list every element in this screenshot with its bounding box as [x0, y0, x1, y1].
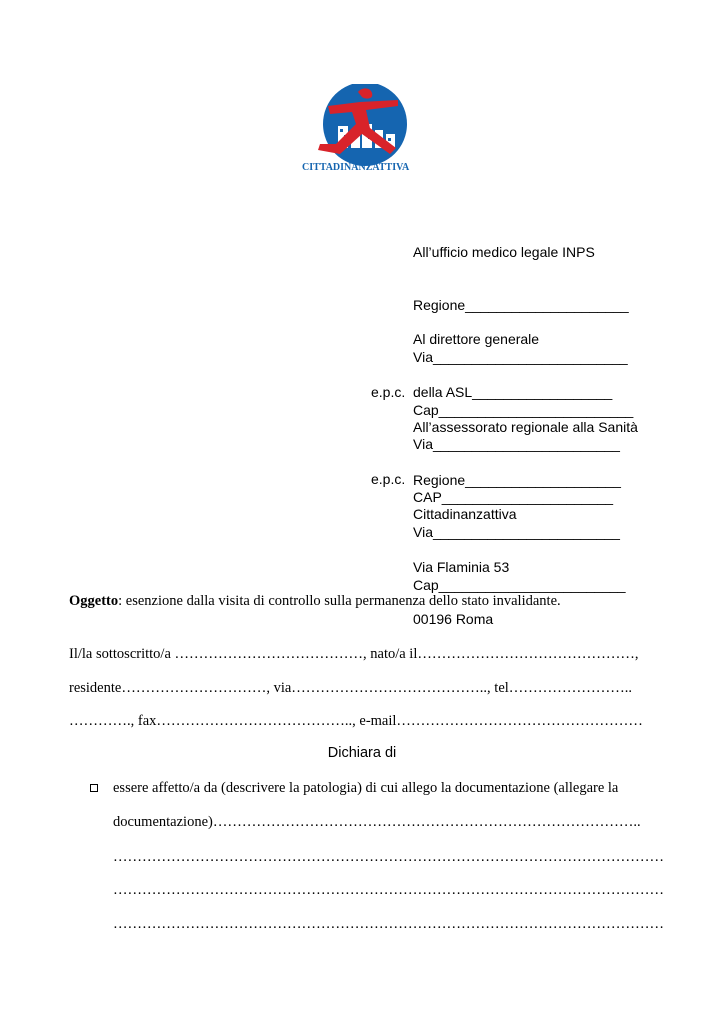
dotted-line: …………………………………………………………………………………………………… [113, 849, 664, 865]
checkbox-bullet-icon [90, 784, 98, 792]
address-cittadinanza [413, 471, 517, 646]
logo-emblem-icon [300, 84, 426, 176]
declaration-heading: Dichiara di [327, 745, 397, 761]
bullet-text-line: essere affetto/a da (descrivere la patologia) di cui allego la documentazione (allegare la [113, 780, 619, 796]
address-cittadinanza-line: Via Flaminia 53 [413, 558, 510, 575]
address-inps-line: All’ufficio medico legale INPS [413, 244, 595, 260]
logo-wordmark: CITTADINANZATTIVA [302, 162, 410, 173]
body-line-residence: residente…………………………, via………………………………….., tel…………………….. [69, 680, 633, 696]
cittadinanzattiva-logo [300, 84, 426, 176]
subject-text: : esenzione dalla visita di controllo sulla permanenza dello stato invalidante. [118, 593, 561, 609]
body-line-identity: Il/la sottoscritto/a …………………………………, nato/a il………………………………………, [69, 646, 639, 662]
address-asl-line: Al direttore generale [413, 331, 540, 347]
address-region-line: Cap________________________ [413, 576, 626, 593]
address-cittadinanza-prefix: e.p.c. [371, 471, 406, 487]
subject-label: Oggetto [69, 593, 119, 609]
address-inps-line: Via_________________________ [413, 349, 628, 366]
address-asl-line: Via________________________ [413, 436, 620, 453]
address-region-line: Regione____________________ [413, 471, 621, 488]
dotted-line: …………………………………………………………………………………………………… [113, 916, 664, 932]
address-cittadinanza-line: Cittadinanzattiva [413, 506, 517, 522]
address-region-line: Via________________________ [413, 524, 620, 541]
address-asl-line: della ASL__________________ [413, 383, 613, 400]
address-inps-line: Cap_________________________ [413, 401, 634, 418]
dotted-line: …………………………………………………………………………………………………… [113, 882, 664, 898]
body-line-contacts: …………., fax………………………………….., e-mail…………………………………………… [69, 713, 643, 729]
bullet-text-line: documentazione)…………………………………………………………………………….. [113, 814, 641, 830]
address-inps-line: Regione_____________________ [413, 296, 629, 313]
subject-line [69, 592, 561, 610]
address-region-prefix: e.p.c. [371, 384, 406, 400]
address-cittadinanza-line: 00196 Roma [413, 611, 494, 628]
address-asl-line: CAP______________________ [413, 488, 614, 505]
address-region-line: All’assessorato regionale alla Sanità [413, 419, 638, 435]
